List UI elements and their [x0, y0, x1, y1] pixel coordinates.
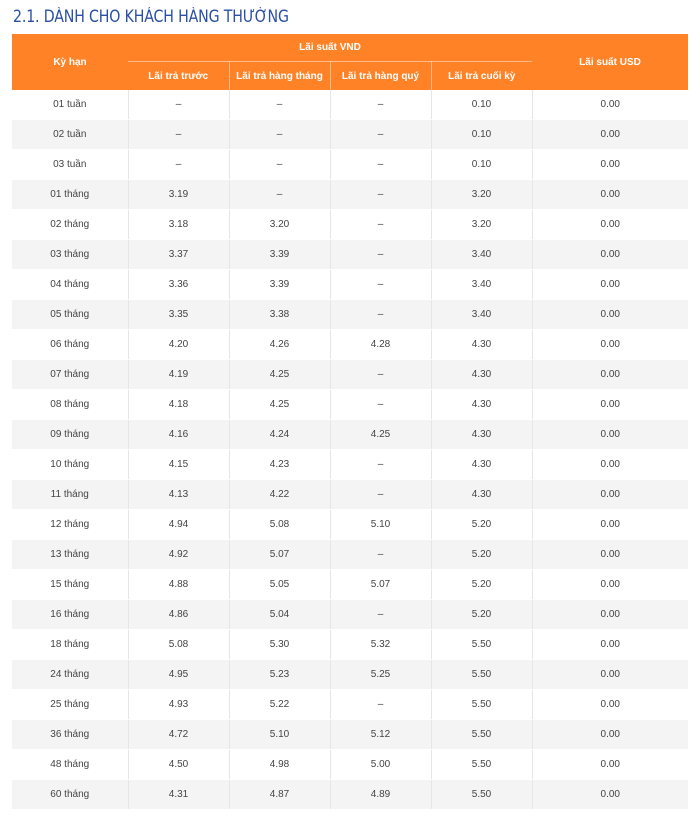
cell-prepaid: 4.16 [128, 420, 229, 450]
cell-usd: 0.00 [532, 600, 688, 630]
cell-monthly: 3.38 [229, 300, 330, 330]
cell-usd: 0.00 [532, 390, 688, 420]
cell-end-of-term: 4.30 [431, 390, 532, 420]
cell-term: 16 tháng [12, 600, 128, 630]
cell-monthly: 4.25 [229, 360, 330, 390]
cell-monthly: – [229, 180, 330, 210]
cell-usd: 0.00 [532, 570, 688, 600]
cell-prepaid: 5.08 [128, 630, 229, 660]
cell-quarterly: 5.07 [330, 570, 431, 600]
cell-end-of-term: 5.50 [431, 750, 532, 780]
cell-monthly: 4.22 [229, 480, 330, 510]
cell-term: 03 tháng [12, 240, 128, 270]
cell-usd: 0.00 [532, 420, 688, 450]
cell-term: 05 tháng [12, 300, 128, 330]
cell-prepaid: 3.36 [128, 270, 229, 300]
table-row [12, 780, 688, 810]
cell-prepaid: 4.95 [128, 660, 229, 690]
cell-quarterly: – [330, 90, 431, 120]
table-row [12, 720, 688, 750]
cell-term: 07 tháng [12, 360, 128, 390]
table-row [12, 450, 688, 480]
cell-end-of-term: 5.50 [431, 720, 532, 750]
cell-term: 36 tháng [12, 720, 128, 750]
cell-monthly: 4.24 [229, 420, 330, 450]
cell-prepaid: 4.19 [128, 360, 229, 390]
cell-end-of-term: 5.20 [431, 600, 532, 630]
cell-term: 04 tháng [12, 270, 128, 300]
cell-quarterly: 5.32 [330, 630, 431, 660]
cell-prepaid: 4.93 [128, 690, 229, 720]
cell-prepaid: – [128, 150, 229, 180]
table-row [12, 660, 688, 690]
table-row [12, 330, 688, 360]
cell-term: 48 tháng [12, 750, 128, 780]
cell-usd: 0.00 [532, 540, 688, 570]
interest-rate-table-container [12, 34, 688, 810]
cell-term: 18 tháng [12, 630, 128, 660]
cell-monthly: 5.23 [229, 660, 330, 690]
cell-end-of-term: 5.20 [431, 540, 532, 570]
cell-quarterly: – [330, 150, 431, 180]
cell-quarterly: 4.89 [330, 780, 431, 810]
cell-term: 09 tháng [12, 420, 128, 450]
cell-term: 02 tuần [12, 120, 128, 150]
cell-end-of-term: 5.20 [431, 570, 532, 600]
cell-quarterly: 4.28 [330, 330, 431, 360]
cell-quarterly: – [330, 690, 431, 720]
cell-term: 13 tháng [12, 540, 128, 570]
cell-usd: 0.00 [532, 90, 688, 120]
cell-monthly: 3.39 [229, 270, 330, 300]
cell-monthly: 5.22 [229, 690, 330, 720]
cell-usd: 0.00 [532, 360, 688, 390]
cell-end-of-term: 4.30 [431, 420, 532, 450]
cell-end-of-term: 0.10 [431, 120, 532, 150]
subheader-end-of-term: Lãi trả cuối kỳ [431, 62, 532, 91]
table-row [12, 150, 688, 180]
cell-end-of-term: 3.20 [431, 210, 532, 240]
cell-prepaid: 4.31 [128, 780, 229, 810]
cell-usd: 0.00 [532, 330, 688, 360]
cell-usd: 0.00 [532, 750, 688, 780]
cell-prepaid: 4.18 [128, 390, 229, 420]
cell-quarterly: – [330, 300, 431, 330]
cell-monthly: 4.25 [229, 390, 330, 420]
interest-rate-table [12, 34, 688, 810]
cell-prepaid: 4.13 [128, 480, 229, 510]
cell-usd: 0.00 [532, 720, 688, 750]
table-row [12, 90, 688, 120]
cell-quarterly: 5.25 [330, 660, 431, 690]
cell-quarterly: – [330, 240, 431, 270]
cell-quarterly: – [330, 120, 431, 150]
table-row [12, 210, 688, 240]
table-row [12, 480, 688, 510]
cell-usd: 0.00 [532, 450, 688, 480]
cell-term: 60 tháng [12, 780, 128, 810]
cell-end-of-term: 3.20 [431, 180, 532, 210]
cell-end-of-term: 3.40 [431, 300, 532, 330]
cell-usd: 0.00 [532, 660, 688, 690]
cell-monthly: 5.08 [229, 510, 330, 540]
cell-end-of-term: 5.50 [431, 660, 532, 690]
cell-term: 08 tháng [12, 390, 128, 420]
table-row [12, 240, 688, 270]
subheader-quarterly: Lãi trả hàng quý [330, 62, 431, 91]
cell-usd: 0.00 [532, 270, 688, 300]
cell-quarterly: 5.10 [330, 510, 431, 540]
table-row [12, 630, 688, 660]
cell-term: 06 tháng [12, 330, 128, 360]
cell-monthly: – [229, 120, 330, 150]
table-row [12, 270, 688, 300]
cell-quarterly: 5.12 [330, 720, 431, 750]
cell-monthly: 4.98 [229, 750, 330, 780]
cell-end-of-term: 3.40 [431, 240, 532, 270]
cell-usd: 0.00 [532, 210, 688, 240]
cell-term: 01 tháng [12, 180, 128, 210]
cell-usd: 0.00 [532, 300, 688, 330]
cell-end-of-term: 0.10 [431, 150, 532, 180]
cell-term: 15 tháng [12, 570, 128, 600]
cell-monthly: 4.23 [229, 450, 330, 480]
cell-prepaid: – [128, 90, 229, 120]
header-term: Kỳ hạn [12, 34, 128, 90]
cell-usd: 0.00 [532, 630, 688, 660]
cell-monthly: – [229, 90, 330, 120]
cell-quarterly: – [330, 270, 431, 300]
cell-usd: 0.00 [532, 510, 688, 540]
cell-prepaid: 4.15 [128, 450, 229, 480]
cell-monthly: 5.10 [229, 720, 330, 750]
cell-monthly: 3.20 [229, 210, 330, 240]
cell-end-of-term: 5.50 [431, 780, 532, 810]
section-title: 2.1. DÀNH CHO KHÁCH HÀNG THƯỜNG [13, 7, 289, 26]
cell-term: 01 tuần [12, 90, 128, 120]
cell-quarterly: – [330, 450, 431, 480]
cell-end-of-term: 4.30 [431, 480, 532, 510]
cell-quarterly: – [330, 600, 431, 630]
cell-monthly: 4.26 [229, 330, 330, 360]
cell-usd: 0.00 [532, 690, 688, 720]
table-row [12, 420, 688, 450]
cell-quarterly: – [330, 480, 431, 510]
table-row [12, 390, 688, 420]
cell-usd: 0.00 [532, 480, 688, 510]
cell-prepaid: 4.94 [128, 510, 229, 540]
cell-end-of-term: 5.20 [431, 510, 532, 540]
cell-prepaid: 3.35 [128, 300, 229, 330]
cell-term: 25 tháng [12, 690, 128, 720]
cell-quarterly: 4.25 [330, 420, 431, 450]
cell-prepaid: 3.19 [128, 180, 229, 210]
cell-prepaid: 3.18 [128, 210, 229, 240]
cell-usd: 0.00 [532, 180, 688, 210]
cell-usd: 0.00 [532, 150, 688, 180]
cell-prepaid: 4.92 [128, 540, 229, 570]
cell-end-of-term: 5.50 [431, 630, 532, 660]
cell-prepaid: 4.50 [128, 750, 229, 780]
cell-usd: 0.00 [532, 120, 688, 150]
cell-monthly: 5.07 [229, 540, 330, 570]
cell-monthly: – [229, 150, 330, 180]
cell-monthly: 5.30 [229, 630, 330, 660]
cell-monthly: 5.05 [229, 570, 330, 600]
cell-usd: 0.00 [532, 780, 688, 810]
header-vnd-rate: Lãi suất VND [128, 34, 532, 62]
table-row [12, 750, 688, 780]
cell-monthly: 5.04 [229, 600, 330, 630]
header-usd-rate: Lãi suất USD [532, 34, 688, 90]
cell-end-of-term: 0.10 [431, 90, 532, 120]
cell-prepaid: 4.86 [128, 600, 229, 630]
cell-term: 11 tháng [12, 480, 128, 510]
subheader-prepaid: Lãi trả trước [128, 62, 229, 91]
table-row [12, 570, 688, 600]
cell-term: 24 tháng [12, 660, 128, 690]
cell-prepaid: 4.88 [128, 570, 229, 600]
cell-term: 10 tháng [12, 450, 128, 480]
table-body [12, 90, 688, 810]
cell-prepaid: 3.37 [128, 240, 229, 270]
cell-end-of-term: 3.40 [431, 270, 532, 300]
cell-prepaid: – [128, 120, 229, 150]
cell-monthly: 4.87 [229, 780, 330, 810]
cell-term: 03 tuần [12, 150, 128, 180]
cell-quarterly: – [330, 360, 431, 390]
subheader-monthly: Lãi trả hàng tháng [229, 62, 330, 91]
table-row [12, 510, 688, 540]
table-row [12, 120, 688, 150]
table-row [12, 600, 688, 630]
cell-quarterly: – [330, 180, 431, 210]
table-row [12, 180, 688, 210]
cell-quarterly: – [330, 210, 431, 240]
cell-term: 12 tháng [12, 510, 128, 540]
cell-prepaid: 4.20 [128, 330, 229, 360]
cell-end-of-term: 5.50 [431, 690, 532, 720]
cell-term: 02 tháng [12, 210, 128, 240]
cell-quarterly: – [330, 390, 431, 420]
cell-end-of-term: 4.30 [431, 360, 532, 390]
table-row [12, 540, 688, 570]
cell-prepaid: 4.72 [128, 720, 229, 750]
cell-usd: 0.00 [532, 240, 688, 270]
table-row [12, 360, 688, 390]
cell-quarterly: 5.00 [330, 750, 431, 780]
table-row [12, 300, 688, 330]
cell-quarterly: – [330, 540, 431, 570]
cell-end-of-term: 4.30 [431, 330, 532, 360]
table-row [12, 690, 688, 720]
cell-end-of-term: 4.30 [431, 450, 532, 480]
cell-monthly: 3.39 [229, 240, 330, 270]
